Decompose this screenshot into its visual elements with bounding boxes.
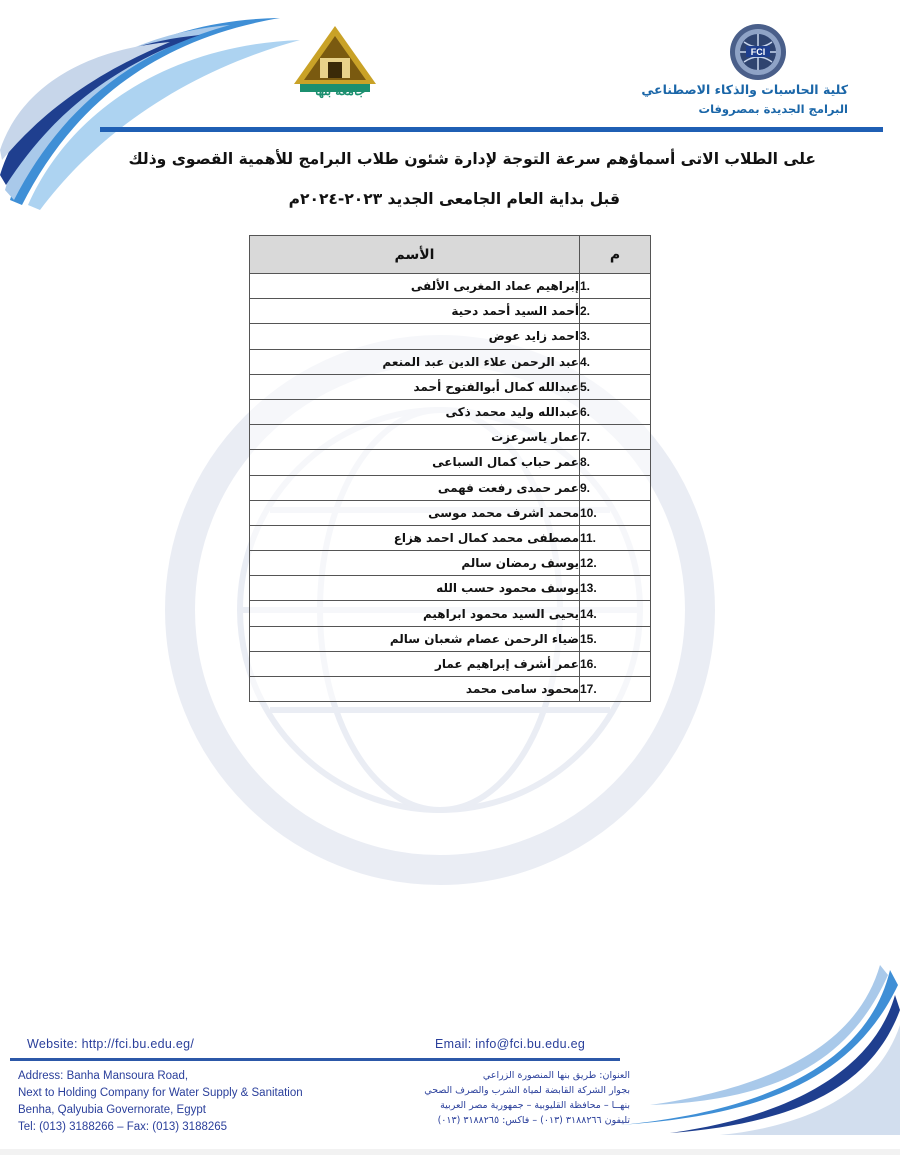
column-header-number: م [580,236,651,274]
address-line: بنهــا – محافظة القليوبية – جمهورية مصر العربية [440,1100,630,1111]
address-line: Tel: (013) 3188266 – Fax: (013) 3188265 [18,1121,228,1133]
row-number: 9. [580,475,651,500]
student-name: أحمد السيد أحمد دحية [250,299,580,324]
row-number: 15. [580,626,651,651]
decorative-swoosh-top-left [0,0,300,210]
row-number: 2. [580,299,651,324]
students-table [249,235,651,702]
student-name: ضياء الرحمن عصام شعبان سالم [250,626,580,651]
row-number: 11. [580,525,651,550]
row-number: 16. [580,651,651,676]
address-line: بجوار الشركة القابضة لمياة الشرب والصرف الصحي [424,1085,630,1096]
table-row [250,374,651,399]
table-row [250,475,651,500]
table-row [250,274,651,299]
row-number: 17. [580,677,651,702]
row-number: 10. [580,500,651,525]
table-row [250,576,651,601]
column-header-name: الأسم [250,236,580,274]
footer-website: Website: http://fci.bu.edu.eg/ [27,1037,195,1051]
footer-divider [10,1058,620,1061]
student-name: احمد زايد عوض [250,324,580,349]
address-line: Benha, Qalyubia Governorate, Egypt [18,1104,206,1116]
decorative-swoosh-bottom-right [610,965,900,1135]
table-row [250,525,651,550]
fci-logo-text: FCI [750,47,766,57]
student-name: مصطفى محمد كمال احمد هزاع [250,525,580,550]
table-row [250,601,651,626]
address-line: العنوان: طريق بنها المنصورة الزراعي [482,1070,630,1081]
table-row [250,399,651,424]
row-number: 6. [580,399,651,424]
fci-faculty-logo-icon [726,22,790,82]
address-line: تليفون ٣١٨٨٢٦٦ (٠١٣) – فاكس: ٣١٨٨٢٦٥ (٠١٣) [437,1115,630,1126]
notice-title-line1: على الطلاب الاتى أسماؤهم سرعة التوجة لإدارة شئون طلاب البرامج للأهمية القصوى وذلك [128,150,816,168]
footer-address-arabic [370,1068,630,1128]
faculty-programs-subtitle: البرامج الجديدة بمصروفات [698,102,848,116]
row-number: 14. [580,601,651,626]
table-row [250,626,651,651]
table-row [250,651,651,676]
row-number: 3. [580,324,651,349]
table-row [250,551,651,576]
table-row [250,500,651,525]
faculty-name: كلية الحاسبات والذكاء الاصطناعي [641,82,848,97]
student-name: يوسف محمود حسب الله [250,576,580,601]
table-row [250,450,651,475]
row-number: 4. [580,349,651,374]
student-name: محمد اشرف محمد موسى [250,500,580,525]
student-name: عمار ياسرعزت [250,425,580,450]
table-row [250,324,651,349]
footer-address-english [18,1068,303,1136]
student-name: يحيى السيد محمود ابراهيم [250,601,580,626]
student-name: عمر حمدى رفعت فهمى [250,475,580,500]
page-bottom-edge [0,1149,900,1155]
table-header-row [250,236,651,274]
student-name: عبدالله كمال أبوالفتوح أحمد [250,374,580,399]
student-name: عبدالله وليد محمد ذكى [250,399,580,424]
row-number: 5. [580,374,651,399]
address-line: Address: Banha Mansoura Road, [18,1070,189,1082]
table-row [250,425,651,450]
student-name: يوسف رمضان سالم [250,551,580,576]
row-number: 13. [580,576,651,601]
header-divider [100,127,883,132]
students-table-body [250,274,651,702]
row-number: 12. [580,551,651,576]
table-row [250,349,651,374]
address-line: Next to Holding Company for Water Supply & Sanitation [18,1087,303,1099]
student-name: عمر حباب كمال السباعى [250,450,580,475]
university-name: جامعة بنها [314,84,366,98]
student-name: عبد الرحمن علاء الدين عبد المنعم [250,349,580,374]
row-number: 1. [580,274,651,299]
student-name: عمر أشرف إبراهيم عمار [250,651,580,676]
student-name: محمود سامى محمد [250,677,580,702]
row-number: 8. [580,450,651,475]
student-name: إبراهيم عماد المغربى الألفى [250,274,580,299]
table-row [250,299,651,324]
footer-email: Email: info@fci.bu.edu.eg [435,1037,586,1051]
notice-title-line2: قبل بداية العام الجامعى الجديد ٢٠٢٣-٢٠٢٤م [288,190,620,208]
row-number: 7. [580,425,651,450]
table-row [250,677,651,702]
